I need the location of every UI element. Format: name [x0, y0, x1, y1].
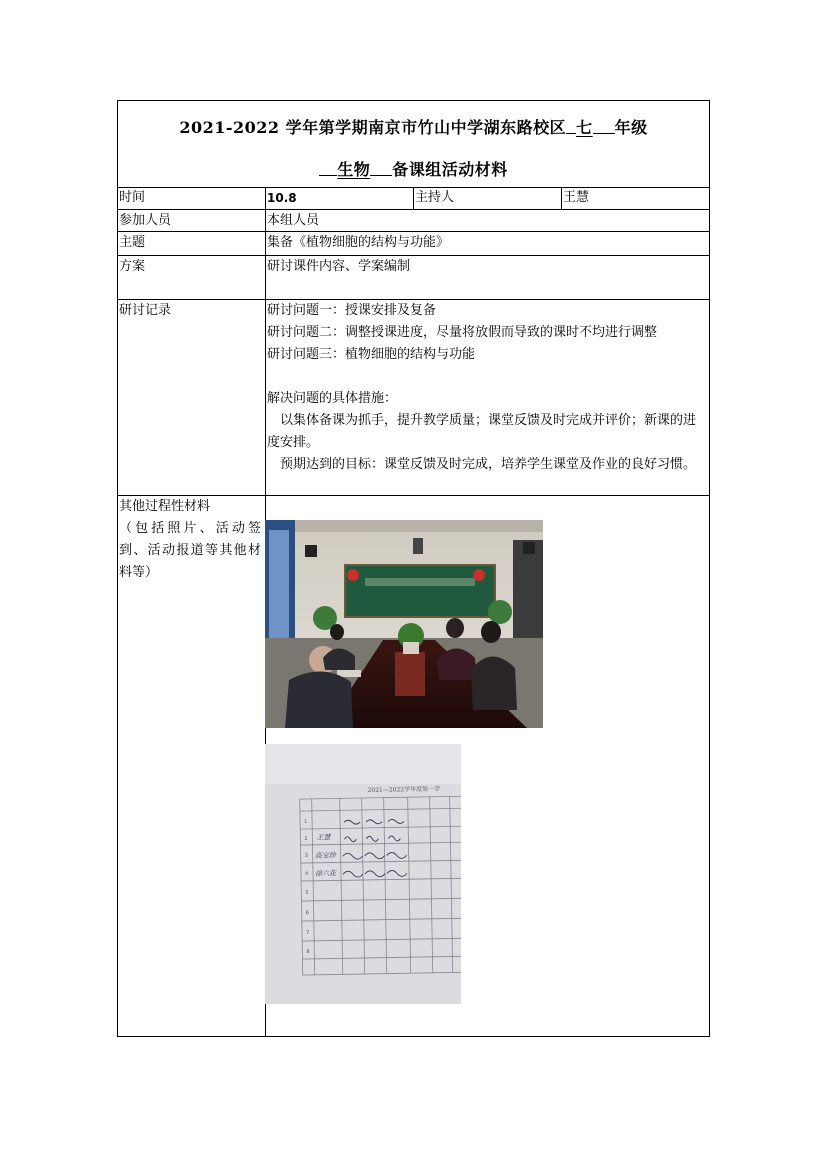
row-topic: [118, 232, 709, 256]
record-label: 研讨记录: [118, 300, 266, 495]
other-materials-label: [118, 496, 266, 1036]
topic-value: 集备《植物细胞的结构与功能》: [267, 235, 450, 250]
record-line: 研讨问题三：植物细胞的结构与功能: [267, 347, 476, 362]
sign-name: 徐六花: [314, 869, 337, 878]
record-line: 研讨问题二：调整授课进度，尽量将放假而导致的课时不均进行调整: [267, 325, 658, 340]
sign-name: 高宝珍: [314, 851, 336, 860]
title-school: 2021-2022 学年第学期南京市竹山中学湖东路校区: [179, 118, 567, 137]
sign-row-number: 2: [304, 835, 308, 843]
title-suffix: 备课组活动材料: [392, 160, 508, 179]
plan-value: 研讨课件内容、学案编制: [267, 259, 411, 274]
sign-row-number: 3: [304, 852, 308, 860]
sign-row-number: 7: [305, 929, 310, 937]
row-time: [118, 187, 709, 210]
time-label: 时间: [118, 187, 266, 209]
title-line-2: [118, 157, 709, 180]
topic-label: 主题: [118, 232, 266, 255]
time-value: 10.8: [266, 187, 414, 209]
title-grade-suffix: 年级: [614, 118, 648, 137]
row-record: [118, 300, 709, 496]
sign-row-number: 6: [305, 909, 309, 917]
record-content: [266, 300, 709, 495]
record-line: 研讨问题一：授课安排及复备: [267, 303, 437, 318]
measures-2: 预期达到的目标：课堂反馈及时完成，培养学生课堂及作业的良好习惯。: [280, 457, 697, 472]
participants-label: 参加人员: [118, 210, 266, 231]
host-label: 主持人: [414, 187, 562, 209]
participants-value: 本组人员: [267, 213, 320, 228]
other-label-note: （包括照片、活动签到、活动报道等其他材料等）: [119, 521, 261, 580]
meeting-photo: [265, 520, 543, 728]
plan-label: 方案: [118, 256, 266, 299]
sign-row-number: 8: [306, 948, 310, 956]
sign-in-sheet-photo: [265, 744, 461, 1004]
form-title: [118, 101, 709, 188]
row-participants: [118, 210, 709, 232]
other-label-line: 其他过程性材料: [119, 499, 211, 514]
title-line-1: [118, 115, 709, 138]
host-value: 王慧: [563, 190, 590, 205]
row-plan: [118, 256, 709, 300]
sign-row-number: 1: [304, 818, 308, 826]
title-subject: 生物: [337, 160, 371, 179]
sign-sheet-header: 2021—2022学年度第一学: [367, 785, 441, 794]
measures-1: 以集体备课为抓手，提升教学质量；课堂反馈及时完成并评价；新课的进度安排。: [267, 413, 697, 450]
sign-row-number: 5: [305, 889, 309, 897]
measures-title: 解决问题的具体措施：: [267, 391, 398, 406]
sign-row-number: 4: [304, 870, 309, 878]
title-grade: 七: [576, 118, 593, 137]
sign-name: 王慧: [316, 833, 331, 842]
